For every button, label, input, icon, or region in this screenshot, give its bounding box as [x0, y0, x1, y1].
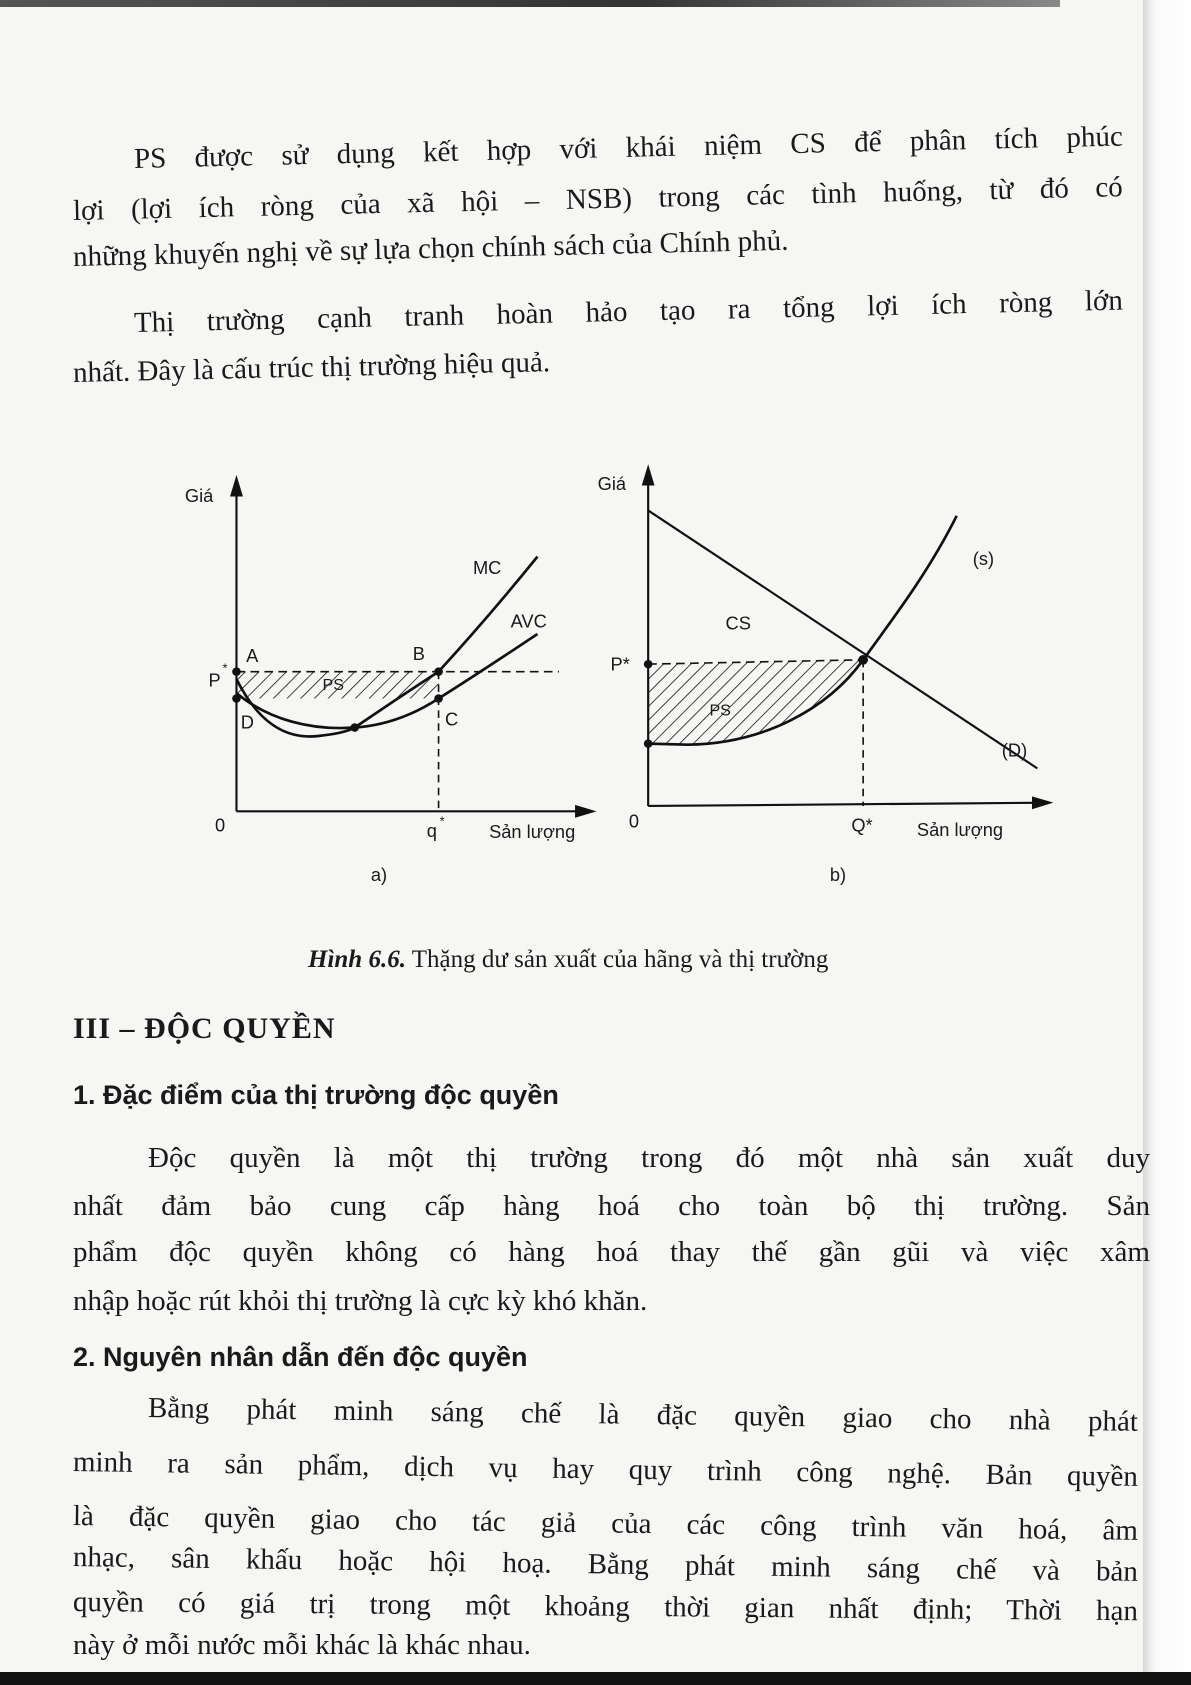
q-label: q	[426, 820, 437, 842]
subsection-2-line: quyền có giá trị trong một khoảng thời gian nhất định; Thời hạn	[72, 1586, 1139, 1628]
point-b	[434, 667, 443, 676]
demand-label: (D)	[1001, 739, 1028, 761]
section-heading: III – ĐỘC QUYỀN	[73, 1012, 336, 1045]
label-p: P	[208, 669, 221, 691]
point-a	[232, 667, 241, 676]
paragraph-1-line: lợi (lợi ích ròng của xã hội – NSB) trong các tình huống, từ đó có	[72, 171, 1124, 227]
subsection-1-heading: 1. Đặc điểm của thị trường độc quyền	[73, 1080, 559, 1110]
ps-label-a: PS	[322, 675, 344, 694]
x-axis-b	[648, 803, 1042, 806]
q-star-label-b: Q*	[851, 814, 873, 836]
q-star-label: *	[439, 813, 445, 829]
subsection-2-line: nhạc, sân khấu hoặc hội hoạ. Bằng phát minh sáng chế và bản	[72, 1541, 1139, 1588]
label-b: B	[412, 642, 425, 664]
figure-caption	[308, 944, 998, 976]
y-axis-label-a: Giá	[184, 484, 214, 506]
x-axis-label-a: Sản lượng	[489, 821, 576, 843]
point-supply-start	[644, 739, 653, 748]
panel-a	[185, 485, 586, 885]
subsection-2-line: Bằng phát minh sáng chế là đặc quyền giao cho nhà phát	[147, 1392, 1139, 1438]
paragraph-1-line: PS được sử dụng kết hợp với khái niệm CS để phân tích phúc	[133, 120, 1124, 175]
point-d	[232, 694, 241, 703]
label-c: C	[445, 708, 459, 730]
subsection-2-heading: 2. Nguyên nhân dẫn đến độc quyền	[73, 1342, 528, 1372]
subsection-1-line: nhập hoặc rút khỏi thị trường là cực kỳ khó khăn.	[73, 1285, 648, 1317]
subsection-2-line: minh ra sản phẩm, dịch vụ hay quy trình công nghệ. Bản quyền	[72, 1446, 1139, 1493]
point-p-star	[644, 660, 653, 669]
point-c	[434, 694, 443, 703]
paragraph-1-line: những khuyến nghị về sự lựa chọn chính sách của Chính phủ.	[72, 224, 789, 273]
cs-label: CS	[725, 612, 751, 634]
label-d: D	[240, 711, 254, 733]
paragraph-2-line: nhất. Đây là cấu trúc thị trường hiệu quả.	[72, 346, 551, 389]
origin-a: 0	[214, 814, 226, 836]
subsection-1-line: phẩm độc quyền không có hàng hoá thay thế gần gũi và việc xâm	[73, 1236, 1150, 1268]
figure-caption-label: Hình 6.6.	[308, 946, 406, 973]
sub-caption-a: a)	[370, 864, 388, 886]
sub-caption-b: b)	[829, 864, 847, 886]
panel-b	[598, 473, 1043, 885]
figure-caption-text: Thặng dư sản xuất của hãng và thị trường	[405, 946, 829, 973]
mc-label: MC	[472, 556, 502, 578]
mc-curve	[236, 557, 537, 737]
subsection-2-line: là đặc quyền giao cho tác giả của các công trình văn hoá, âm	[72, 1500, 1139, 1547]
page-bottom-edge	[0, 1672, 1191, 1685]
supply-label: (s)	[972, 548, 995, 570]
equilibrium-point	[858, 655, 868, 665]
avc-label: AVC	[510, 610, 547, 632]
paragraph-2-line: Thị trường cạnh tranh hoàn hảo tạo ra tổng lợi ích ròng lớn	[133, 284, 1124, 339]
y-axis-label-b: Giá	[597, 473, 627, 495]
subsection-1-line: nhất đảm bảo cung cấp hàng hoá cho toàn bộ thị trường. Sản	[73, 1190, 1150, 1222]
subsection-2-line: này ở mỗi nước mỗi khác là khác nhau.	[73, 1629, 531, 1661]
origin-b: 0	[628, 810, 639, 832]
subsection-1-line: Độc quyền là một thị trường trong đó một nhà sản xuất duy	[148, 1142, 1150, 1174]
label-a: A	[246, 644, 259, 666]
p-star-label-b: P*	[610, 653, 630, 675]
ps-label-b: PS	[709, 701, 731, 720]
label-p-star: *	[222, 660, 228, 676]
ps-area-b	[648, 660, 863, 745]
point-min	[350, 723, 359, 732]
x-axis-label-b: Sản lượng	[916, 819, 1004, 841]
